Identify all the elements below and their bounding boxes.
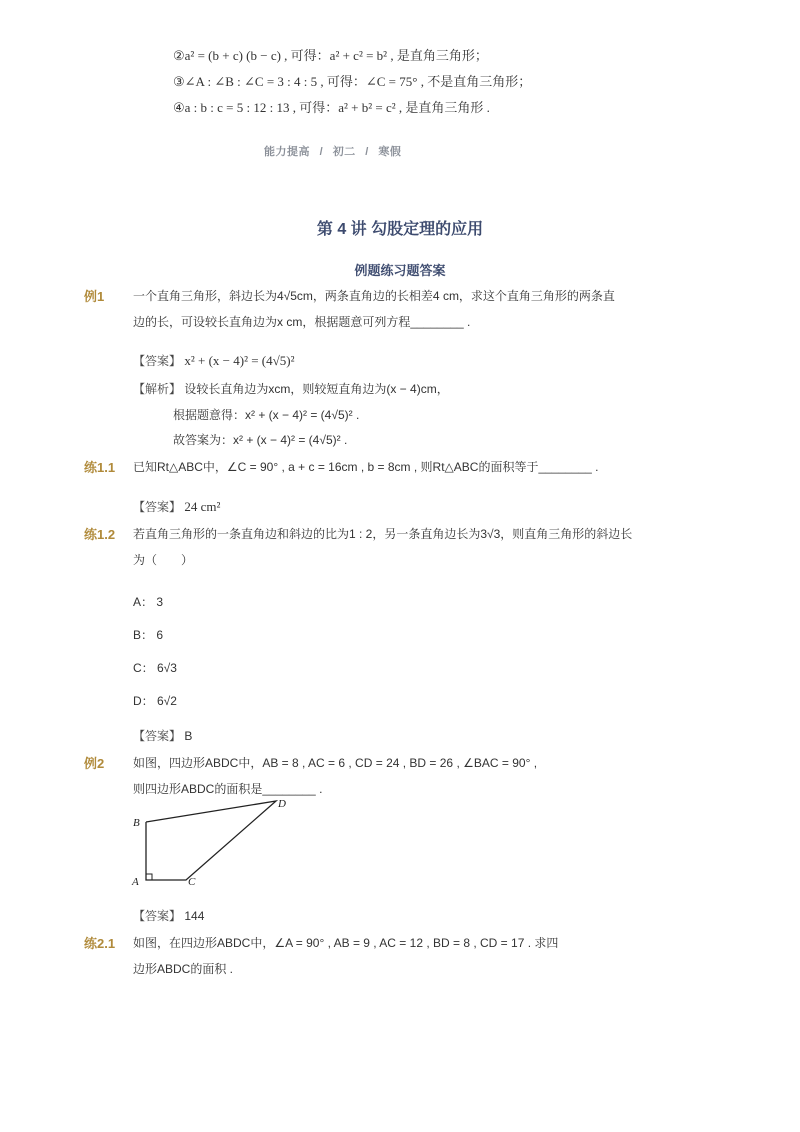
vertex-label-d: D bbox=[278, 798, 286, 810]
example-1-answer bbox=[133, 352, 295, 369]
example-1-analysis-line3: 故答案为：x² + (x − 4)² = (4√5)² . bbox=[173, 433, 348, 447]
example-1-analysis-line2: 根据题意得：x² + (x − 4)² = (4√5)² . bbox=[173, 408, 360, 422]
breadcrumb bbox=[264, 143, 401, 159]
answer-value: x² + (x − 4)² = (4√5)² bbox=[184, 353, 295, 368]
vertex-label-c: C bbox=[188, 876, 196, 888]
practice-2-1-text-line2: 边形ABDC的面积 . bbox=[133, 962, 234, 976]
example-1-text-line2: 边的长，可设较长直角边为x cm，根据题意可列方程________ . bbox=[133, 315, 471, 329]
practice-1-1-text: 已知Rt△ABC中，∠C = 90° , a + c = 16cm , b = 8cm , 则Rt△ABC的面积等于________ . bbox=[133, 460, 599, 474]
figure-outline bbox=[146, 801, 276, 880]
vertex-label-b: B bbox=[133, 817, 140, 829]
practice-1-2-answer bbox=[133, 727, 192, 744]
practice-1-2-text-line1: 若直角三角形的一条直角边和斜边的比为1 : 2，另一条直角边长为3√3，则直角三角形的斜边长 bbox=[133, 527, 633, 541]
top-item-2: ②a² = (b + c) (b − c) , 可得：a² + c² = b² , 是直角三角形； bbox=[173, 48, 488, 63]
analysis-line1: 设较长直角边为xcm，则较短直角边为(x − 4)cm， bbox=[184, 382, 449, 396]
example-2-answer bbox=[133, 907, 204, 924]
practice-1-1-answer bbox=[133, 498, 220, 515]
analysis-tag: 【解析】 bbox=[133, 382, 182, 396]
quadrilateral-figure bbox=[128, 795, 298, 890]
breadcrumb-level: 能力提高 bbox=[264, 146, 310, 158]
practice-2-1-text-line1: 如图，在四边形ABDC中，∠A = 90° , AB = 9 , AC = 12 , BD = 8 , CD = 17 . 求四 bbox=[133, 936, 559, 950]
answer-value: 144 bbox=[184, 909, 205, 923]
answer-tag: 【答案】 bbox=[133, 909, 182, 923]
top-item-4: ④a : b : c = 5 : 12 : 13 , 可得：a² + b² = c² , 是直角三角形 . bbox=[173, 100, 490, 115]
example-2-text-line2: 则四边形ABDC的面积是________ . bbox=[133, 782, 323, 796]
answer-tag: 【答案】 bbox=[133, 354, 182, 368]
choice-a: A： 3 bbox=[133, 595, 164, 609]
answer-tag: 【答案】 bbox=[133, 500, 182, 514]
breadcrumb-separator: / bbox=[365, 146, 369, 158]
answer-value: 24 cm² bbox=[184, 499, 221, 514]
practice-1-2-tag: 练1.2 bbox=[84, 527, 116, 542]
choice-d: D： 6√2 bbox=[133, 694, 177, 708]
choice-c: C： 6√3 bbox=[133, 661, 177, 675]
practice-1-1-tag: 练1.1 bbox=[84, 460, 116, 475]
vertex-label-a: A bbox=[132, 876, 139, 888]
example-1-tag: 例1 bbox=[84, 289, 105, 304]
example-1-analysis bbox=[133, 380, 449, 397]
example-2-text-line1: 如图，四边形ABDC中，AB = 8 , AC = 6 , CD = 24 , BD = 26 , ∠BAC = 90° , bbox=[133, 756, 538, 770]
top-item-3: ③∠A : ∠B : ∠C = 3 : 4 : 5 , 可得：∠C = 75° , 不是直角三角形； bbox=[173, 74, 532, 89]
answer-value: B bbox=[184, 729, 193, 743]
practice-2-1-tag: 练2.1 bbox=[84, 936, 116, 951]
example-2-tag: 例2 bbox=[84, 756, 105, 771]
right-angle-mark bbox=[146, 874, 152, 880]
page-title: 第 4 讲 勾股定理的应用 bbox=[316, 221, 484, 238]
example-1-text-line1: 一个直角三角形，斜边长为4√5cm，两条直角边的长相差4 cm，求这个直角三角形的两条直 bbox=[133, 289, 615, 303]
breadcrumb-term: 寒假 bbox=[378, 146, 402, 158]
breadcrumb-separator: / bbox=[319, 146, 324, 158]
practice-1-2-text-line2: 为（ ） bbox=[133, 553, 194, 567]
choice-b: B： 6 bbox=[133, 628, 164, 642]
breadcrumb-grade: 初二 bbox=[332, 146, 356, 158]
section-title: 例题练习题答案 bbox=[354, 263, 446, 278]
answer-tag: 【答案】 bbox=[133, 729, 182, 743]
